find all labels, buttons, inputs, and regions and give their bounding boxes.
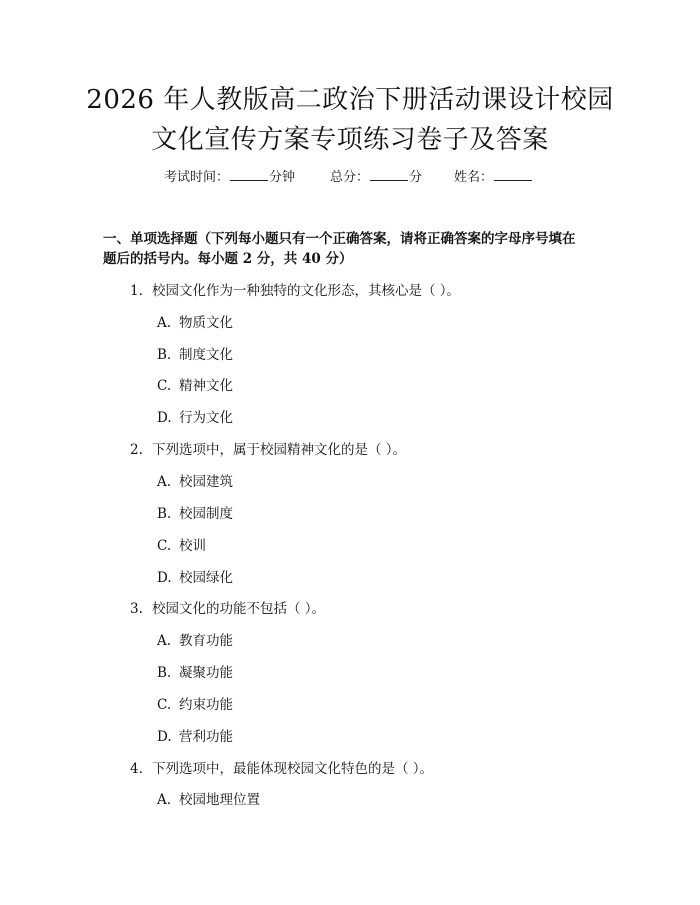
- option-text: 行为文化: [179, 410, 233, 426]
- option-letter: C.: [157, 378, 172, 394]
- question-2-option-d: [157, 568, 233, 588]
- question-number: 1.: [130, 283, 143, 299]
- question-3-option-a: [157, 631, 233, 651]
- question-3-option-b: [157, 663, 233, 683]
- option-text: 物质文化: [179, 315, 233, 331]
- exam-time-blank: [230, 168, 268, 181]
- question-3-option-d: [157, 727, 233, 747]
- document-title: [0, 80, 700, 160]
- option-text: 校训: [179, 538, 206, 554]
- question-number: 3.: [130, 601, 143, 617]
- option-text: 校园地理位置: [179, 792, 260, 808]
- option-letter: C.: [157, 538, 172, 554]
- total-score-field: [330, 168, 422, 188]
- option-letter: A.: [157, 474, 172, 490]
- option-letter: D.: [157, 729, 172, 745]
- section-heading-line-1: 一、单项选择题（下列每小题只有一个正确答案，请将正确答案的字母序号填在: [103, 231, 576, 247]
- question-1-option-d: [157, 408, 233, 428]
- option-letter: A.: [157, 633, 172, 649]
- question-3-option-c: [157, 695, 233, 715]
- option-letter: D.: [157, 570, 172, 586]
- question-number: 2.: [130, 442, 143, 458]
- question-4: [130, 759, 433, 779]
- question-1-option-b: [157, 345, 233, 365]
- question-3: [130, 599, 325, 619]
- option-text: 制度文化: [179, 347, 233, 363]
- section-heading: [103, 229, 603, 269]
- section-heading-line-2: 题后的括号内。每小题 2 分，共 40 分）: [103, 251, 353, 267]
- option-letter: A.: [157, 792, 172, 808]
- option-text: 精神文化: [179, 378, 233, 394]
- title-line-1: 2026 年人教版高二政治下册活动课设计校园: [86, 85, 614, 115]
- option-text: 校园建筑: [179, 474, 233, 490]
- total-score-label: 总分：: [330, 170, 370, 185]
- question-2: [130, 440, 406, 460]
- option-letter: D.: [157, 410, 172, 426]
- exam-time-label: 考试时间：: [164, 170, 230, 185]
- question-4-option-a: [157, 790, 260, 810]
- question-1: [130, 281, 460, 301]
- exam-time-field: [164, 168, 295, 188]
- option-letter: B.: [157, 347, 172, 363]
- option-text: 凝聚功能: [179, 665, 233, 681]
- question-text: 校园文化的功能不包括（ ）。: [152, 601, 326, 617]
- question-2-option-a: [157, 472, 233, 492]
- option-letter: A.: [157, 315, 172, 331]
- exam-time-unit: 分钟: [269, 170, 296, 185]
- question-1-option-a: [157, 313, 233, 333]
- question-1-option-c: [157, 376, 233, 396]
- question-text: 下列选项中，属于校园精神文化的是（ ）。: [152, 442, 407, 458]
- title-line-2: 文化宣传方案专项练习卷子及答案: [151, 125, 549, 155]
- question-text: 下列选项中，最能体现校园文化特色的是（ ）。: [152, 761, 434, 777]
- total-score-unit: 分: [409, 170, 423, 185]
- total-score-blank: [370, 168, 408, 181]
- option-text: 校园制度: [179, 506, 233, 522]
- option-text: 营利功能: [179, 729, 233, 745]
- question-text: 校园文化作为一种独特的文化形态，其核心是（ ）。: [152, 283, 461, 299]
- question-2-option-c: [157, 536, 206, 556]
- option-text: 校园绿化: [179, 570, 233, 586]
- option-letter: C.: [157, 697, 172, 713]
- student-name-label: 姓名：: [454, 170, 494, 185]
- student-name-field: [454, 168, 533, 188]
- option-letter: B.: [157, 506, 172, 522]
- question-number: 4.: [130, 761, 143, 777]
- student-name-blank: [494, 168, 532, 181]
- option-letter: B.: [157, 665, 172, 681]
- question-2-option-b: [157, 504, 233, 524]
- option-text: 教育功能: [179, 633, 233, 649]
- option-text: 约束功能: [179, 697, 233, 713]
